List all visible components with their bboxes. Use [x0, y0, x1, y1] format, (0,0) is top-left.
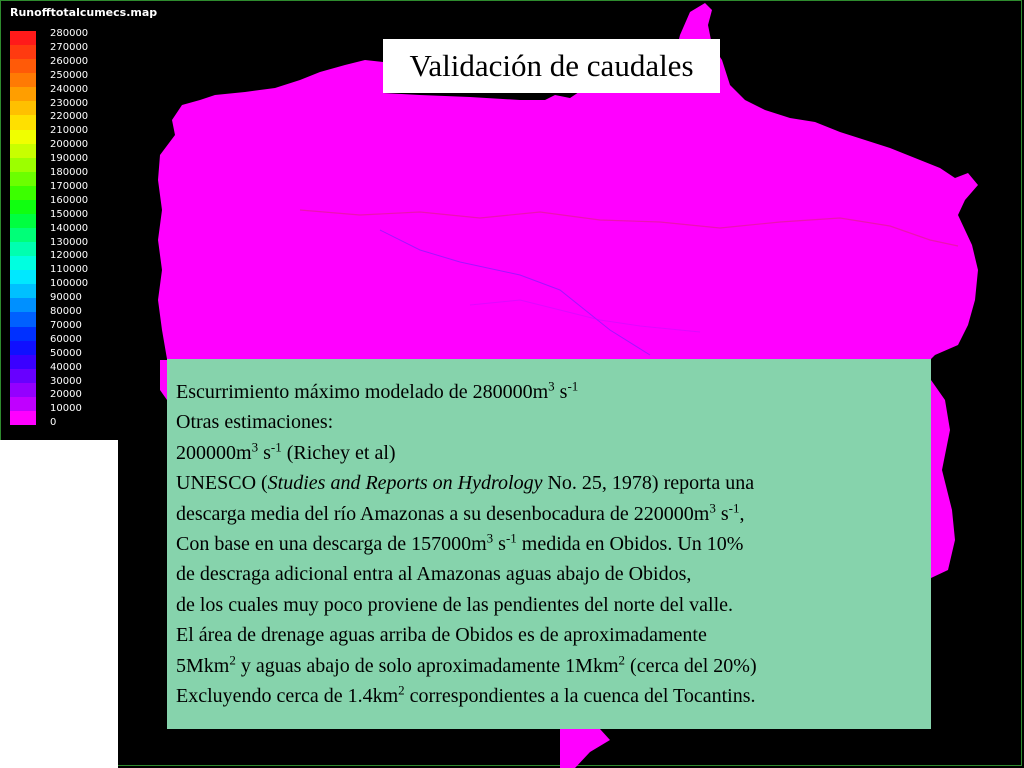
legend-label: 70000	[50, 319, 82, 331]
text-segment: Con base en una descarga de 157000m	[176, 533, 487, 556]
legend-swatch	[10, 59, 36, 74]
legend-swatch	[10, 214, 36, 229]
legend-swatch	[10, 130, 36, 145]
text-segment: ,	[739, 502, 745, 525]
superscript: -1	[505, 530, 517, 546]
legend-swatch	[10, 101, 36, 116]
legend-label: 200000	[50, 139, 89, 151]
info-text-box	[167, 359, 931, 729]
legend-color-bar	[10, 31, 36, 425]
text-segment: No. 25, 1978) reporta una	[542, 472, 755, 495]
legend-label: 130000	[50, 236, 89, 248]
legend-swatch	[10, 383, 36, 398]
text-segment: Otras estimaciones:	[176, 411, 334, 434]
legend-label: 10000	[50, 403, 82, 415]
text-segment: s	[715, 502, 729, 525]
superscript: 2	[398, 682, 405, 698]
superscript: -1	[270, 439, 282, 455]
legend-swatch	[10, 312, 36, 327]
legend-label: 110000	[50, 264, 89, 276]
legend-label: 50000	[50, 347, 82, 359]
text-segment: (cerca del 20%)	[625, 654, 757, 677]
legend-swatch	[10, 45, 36, 60]
text-segment: El área de drenage aguas arriba de Obidos es de aproximadamente	[176, 624, 707, 647]
text-segment: correspondientes a la cuenca del Tocantins.	[404, 685, 756, 708]
legend-label: 280000	[50, 28, 89, 39]
legend-label: 170000	[50, 180, 89, 192]
legend-swatch	[10, 242, 36, 257]
legend-label: 80000	[50, 306, 82, 317]
basin-tail-shape	[560, 729, 610, 768]
slide-title: Validación de caudales	[383, 39, 720, 93]
map-title: Runofftotalcumecs.map	[10, 6, 158, 19]
legend-label: 20000	[50, 389, 82, 401]
legend-label: 60000	[50, 333, 82, 345]
text-segment: Escurrimiento máximo modelado de 280000m	[176, 381, 549, 403]
legend-label: 90000	[50, 292, 82, 304]
text-segment: s	[493, 533, 506, 556]
legend-label: 0	[50, 417, 57, 429]
superscript: 2	[618, 652, 626, 667]
info-line	[176, 651, 921, 681]
superscript: 3	[486, 530, 494, 546]
info-line	[176, 681, 921, 711]
text-segment: de los cuales muy poco proviene de las pendientes del norte del valle.	[176, 593, 734, 616]
superscript: 3	[251, 439, 259, 455]
legend-swatch	[10, 186, 36, 201]
legend-swatch	[10, 327, 36, 342]
legend-swatch	[10, 355, 36, 370]
superscript: -1	[728, 499, 740, 515]
text-segment: s	[554, 381, 568, 403]
legend-swatch	[10, 284, 36, 299]
legend-swatch	[10, 73, 36, 88]
legend-swatch	[10, 411, 36, 426]
superscript: -1	[567, 378, 579, 394]
legend-label: 140000	[50, 222, 89, 234]
text-segment: 5Mkm	[176, 654, 230, 677]
legend-label: 100000	[50, 278, 89, 290]
superscript: 3	[548, 378, 555, 394]
blank-panel	[0, 440, 118, 768]
legend-label: 210000	[50, 125, 89, 137]
legend-swatch	[10, 200, 36, 215]
info-line	[176, 377, 921, 407]
legend-swatch	[10, 115, 36, 130]
text-segment: de descraga adicional entra al Amazonas aguas abajo de Obidos,	[176, 563, 692, 586]
legend-label: 230000	[50, 97, 89, 109]
legend-label: 240000	[50, 83, 89, 95]
legend-swatch	[10, 158, 36, 173]
info-line	[176, 529, 921, 559]
basin-lower-shape-left	[160, 360, 167, 400]
legend-swatch	[10, 144, 36, 159]
legend-swatch	[10, 31, 36, 46]
legend-label: 250000	[50, 69, 89, 81]
text-segment: y aguas abajo de solo aproximadamente 1Mkm	[235, 654, 619, 677]
legend-swatch	[10, 172, 36, 187]
legend-label: 160000	[50, 194, 89, 206]
info-line	[176, 499, 921, 529]
text-segment: Studies and Reports on Hydrology	[267, 472, 543, 495]
legend-label: 120000	[50, 250, 89, 262]
legend-label: 260000	[50, 55, 89, 67]
info-line	[176, 438, 921, 468]
text-segment: UNESCO (	[176, 472, 268, 495]
legend-swatch	[10, 397, 36, 412]
info-line	[176, 468, 921, 498]
info-line	[176, 620, 921, 650]
text-segment: 200000m	[176, 441, 252, 464]
legend-label: 150000	[50, 208, 89, 220]
superscript: 2	[229, 652, 236, 667]
legend-label: 220000	[50, 111, 89, 123]
legend-label: 270000	[50, 41, 89, 53]
legend-label: 40000	[50, 361, 82, 373]
legend-label: 30000	[50, 375, 82, 387]
legend-swatch	[10, 298, 36, 313]
legend-swatch	[10, 270, 36, 285]
legend-label: 180000	[50, 167, 89, 178]
text-segment: descarga media del río Amazonas a su desenbocadura de 220000m	[176, 502, 710, 525]
legend-swatch	[10, 341, 36, 356]
legend-swatch	[10, 369, 36, 384]
info-line	[176, 559, 921, 589]
info-line	[176, 590, 921, 620]
legend-swatch	[10, 256, 36, 271]
superscript: 3	[709, 499, 716, 515]
text-segment: (Richey et al)	[281, 441, 396, 464]
legend-swatch	[10, 87, 36, 102]
info-line	[176, 407, 921, 437]
text-segment: medida en Obidos. Un 10%	[516, 533, 744, 556]
legend-swatch	[10, 228, 36, 243]
text-segment: Excluyendo cerca de 1.4km	[176, 685, 399, 708]
basin-lower-shape-right	[931, 380, 955, 578]
legend-label: 190000	[50, 153, 89, 165]
text-segment: s	[258, 441, 271, 464]
